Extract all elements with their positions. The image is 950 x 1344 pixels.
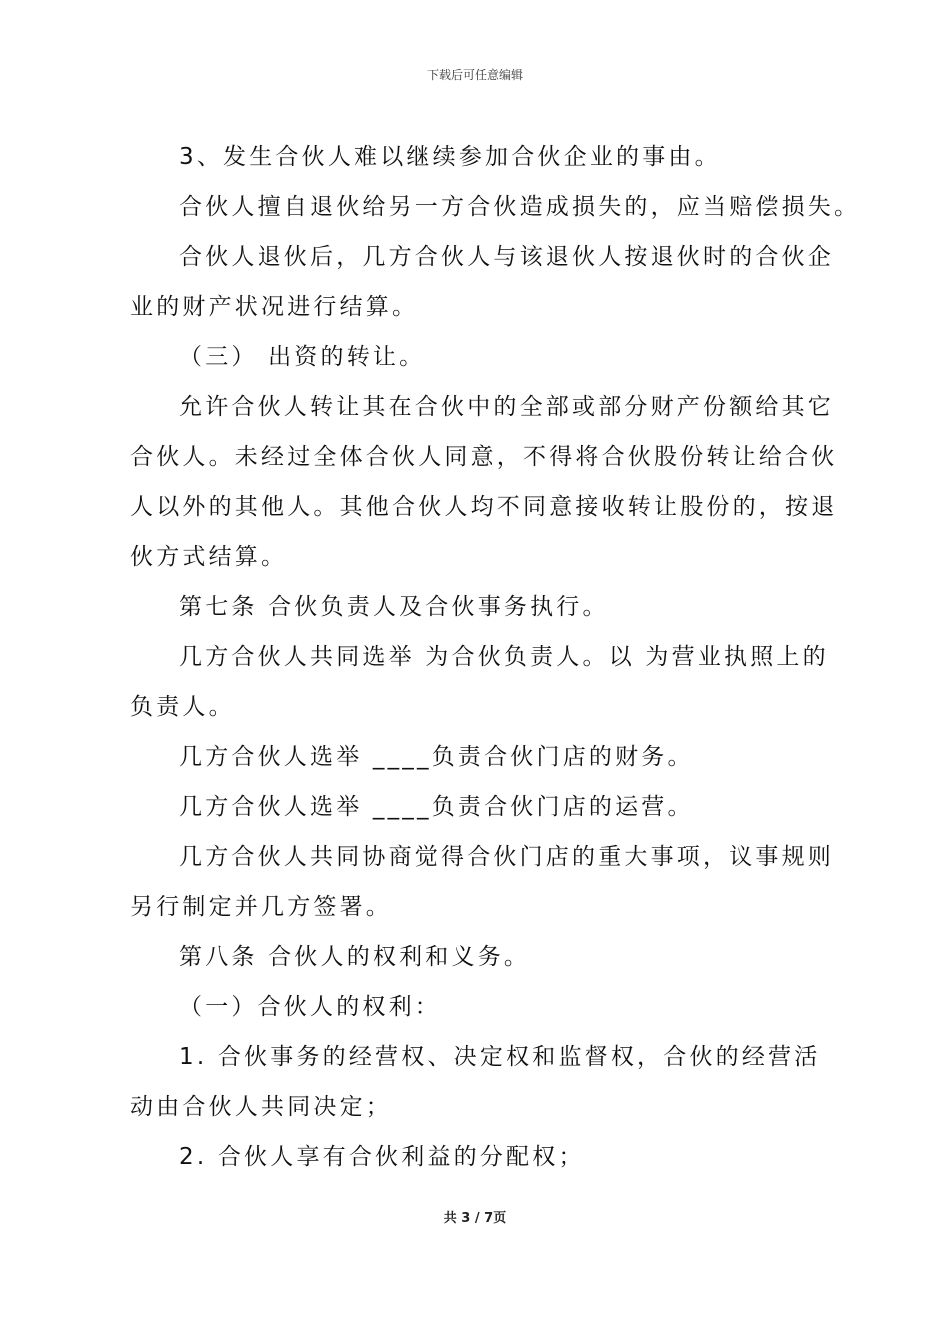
paragraph-line: 第八条 合伙人的权利和义务。: [179, 944, 531, 970]
paragraph-line: 几方合伙人选举 ____负责合伙门店的财务。: [179, 744, 694, 770]
paragraph-line: 动由合伙人共同决定；: [130, 1094, 392, 1120]
paragraph-line: 允许合伙人转让其在合伙中的全部或部分财产份额给其它: [179, 394, 834, 420]
paragraph-line: 另行制定并几方签署。: [130, 894, 392, 920]
paragraph-line: 几方合伙人选举 ____负责合伙门店的运营。: [179, 794, 694, 820]
paragraph-line: （一）合伙人的权利：: [179, 994, 441, 1020]
paragraph-line: 合伙人。未经过全体合伙人同意，不得将合伙股份转让给合伙: [130, 444, 838, 470]
paragraph-line: 几方合伙人共同选举 为合伙负责人。以 为营业执照上的: [179, 644, 829, 670]
paragraph-line: 负责人。: [130, 694, 235, 720]
paragraph-line: 伙方式结算。: [130, 544, 288, 570]
paragraph-line: 1. 合伙事务的经营权、决定权和监督权，合伙的经营活: [179, 1044, 821, 1070]
paragraph-line: 3、发生合伙人难以继续参加合伙企业的事由。: [179, 144, 721, 170]
page-footer: 共 3 / 7页: [443, 1211, 507, 1226]
page-header: 下载后可任意编辑: [426, 68, 523, 82]
paragraph-line: 合伙人退伙后，几方合伙人与该退伙人按退伙时的合伙企: [179, 244, 834, 270]
document-body: [130, 132, 861, 1182]
paragraph-line: 业的财产状况进行结算。: [130, 294, 419, 320]
paragraph-line: 2. 合伙人享有合伙利益的分配权；: [179, 1144, 585, 1170]
paragraph-line: 第七条 合伙负责人及合伙事务执行。: [179, 594, 609, 620]
paragraph-line: （三） 出资的转让。: [179, 344, 426, 370]
paragraph-line: 几方合伙人共同协商觉得合伙门店的重大事项，议事规则: [179, 844, 834, 870]
paragraph-line: 人以外的其他人。其他合伙人均不同意接收转让股份的，按退: [130, 494, 838, 520]
paragraph-line: 合伙人擅自退伙给另一方合伙造成损失的，应当赔偿损失。: [179, 194, 861, 220]
